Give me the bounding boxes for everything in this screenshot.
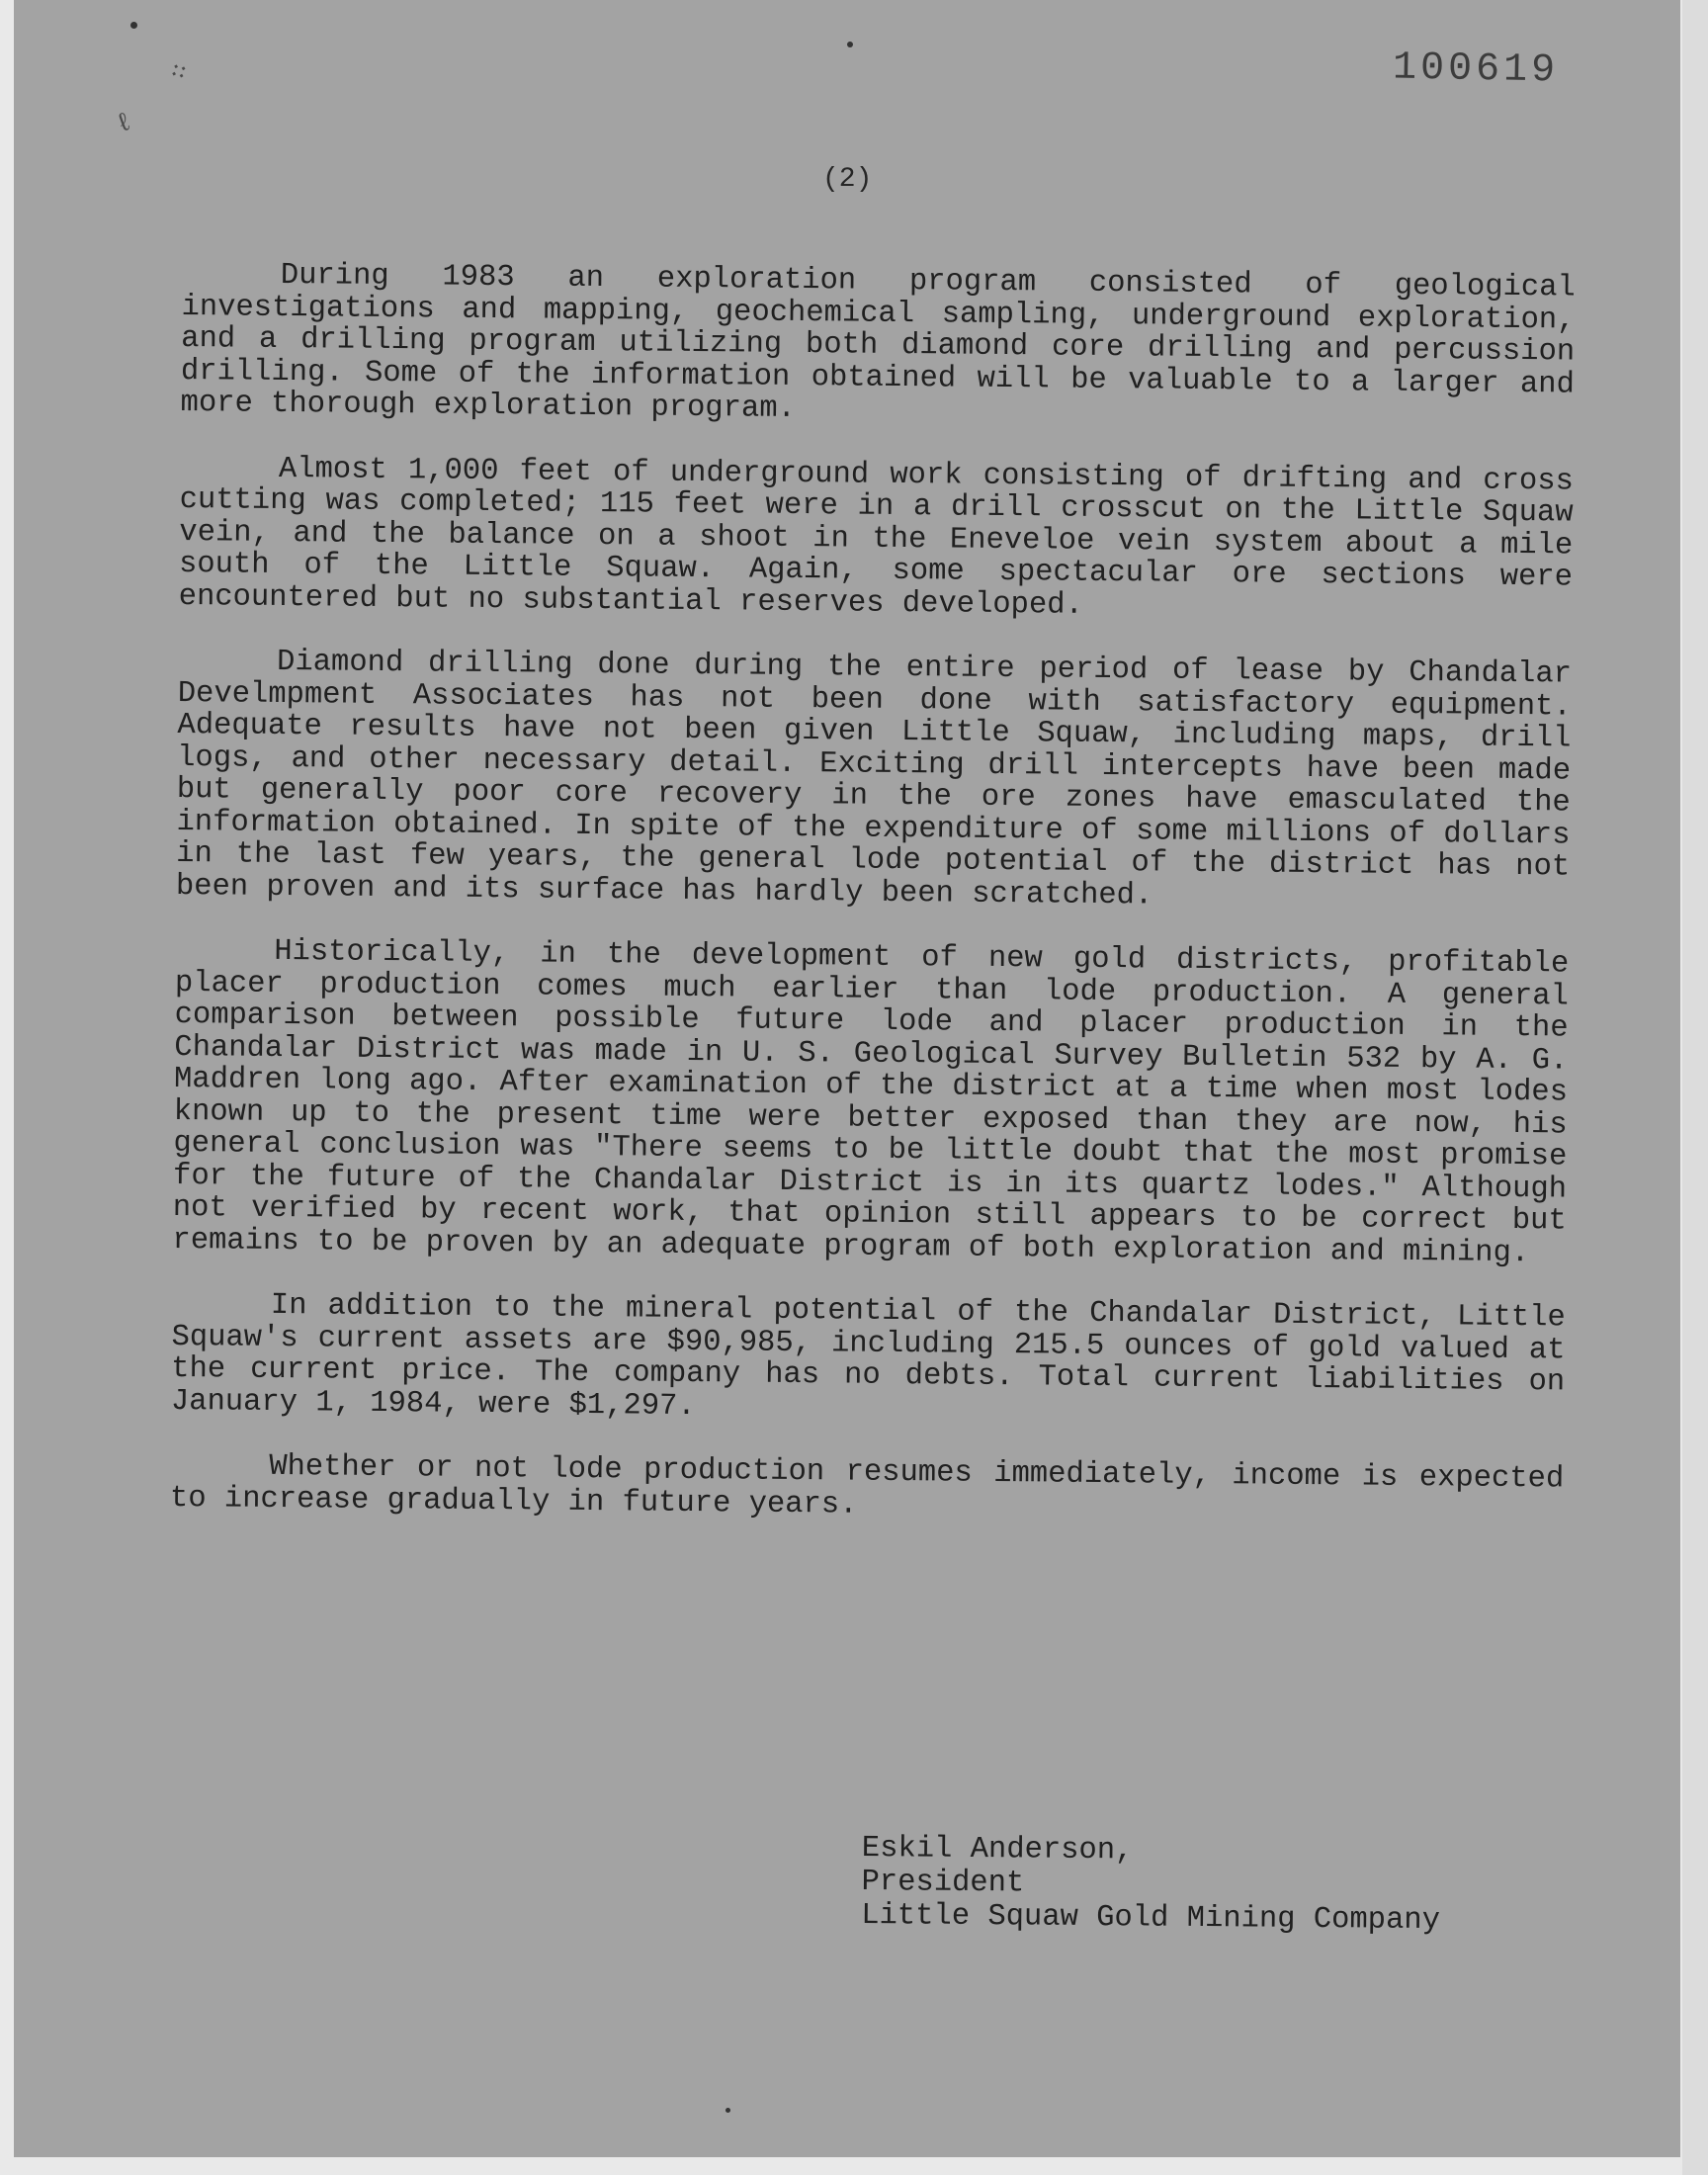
paragraph-assets: In addition to the mineral potential of the Chandalar District, Little Squaw's current assets are $90,985, including 215.5 ounces of gold valued at the current price. The company has no debts. Total current liabilities on January 1, 1984, were $1,297. <box>170 1288 1566 1424</box>
signer-title: President <box>861 1865 1025 1901</box>
page-number: (2) <box>822 164 873 195</box>
paragraph-history: Historically, in the development of new gold districts, profitable placer production comes much earlier than lode production. A general comparison between possible future lode and placer production in the Chandalar District was made in U. S. Geological Survey Bulletin 532 by A. G. Maddren long ago. After examination of the district at a time when most lodes known up to the present time were better exposed than they are now, his general conclusion was "There seems to be little doubt that the most promise for the future of the Chandalar District is in its quartz lodes." Although not verified by recent work, that opinion still appears to be correct but remains to be proven by an adequate program of both exploration and mining. <box>172 934 1570 1270</box>
paragraph-exploration: During 1983 an exploration program consisted of geological investigations and mapping, geochemical sampling, underground exploration, and a drilling program utilizing both diamond core drilling and percussion drilling. Some of the information obtained will be valuable to a larger and more thorough exploration program. <box>180 258 1576 426</box>
letter-body <box>169 259 1575 1560</box>
paragraph-underground-work: Almost 1,000 feet of underground work consisting of drifting and cross cutting was completed; 115 feet were in a drill crosscut on the Little Squaw vein, and the balance on a shoot in the Eneveloe vein system about a mile south of the Little Squaw. Again, some spectacular ore sections were encountered but no substantial reserves developed. <box>178 452 1575 623</box>
paper-speck <box>130 22 137 29</box>
signer-name: Eskil Anderson, <box>861 1832 1134 1869</box>
paragraph-outlook: Whether or not lode production resumes immediately, income is expected to increase gradually in future years. <box>169 1449 1565 1522</box>
paper-speck <box>726 2108 730 2113</box>
document-number: 100619 <box>1392 45 1560 94</box>
signer-company: Little Squaw Gold Mining Company <box>861 1898 1441 1939</box>
paper-speck <box>847 42 853 47</box>
paper-mark: ⁘ <box>162 54 199 94</box>
paragraph-diamond-drilling: Diamond drilling done during the entire period of lease by Chandalar Develmpment Associates has not been done with satisfactory equipment. Adequate results have not been given Little Squaw, including maps, drill logs, and other necessary detail. Exciting drill intercepts have been made but generally poor core recovery in the ore zones have emasculated the information obtained. In spite of the expenditure of some millions of dollars in the last few years, the general lode potential of the district has not been proven and its surface has hardly been scratched. <box>175 645 1573 913</box>
document-page <box>14 0 1680 2157</box>
page-edge <box>1682 0 1708 2175</box>
signature-block <box>861 1832 1441 1938</box>
paper-mark: ℓ <box>112 107 137 140</box>
